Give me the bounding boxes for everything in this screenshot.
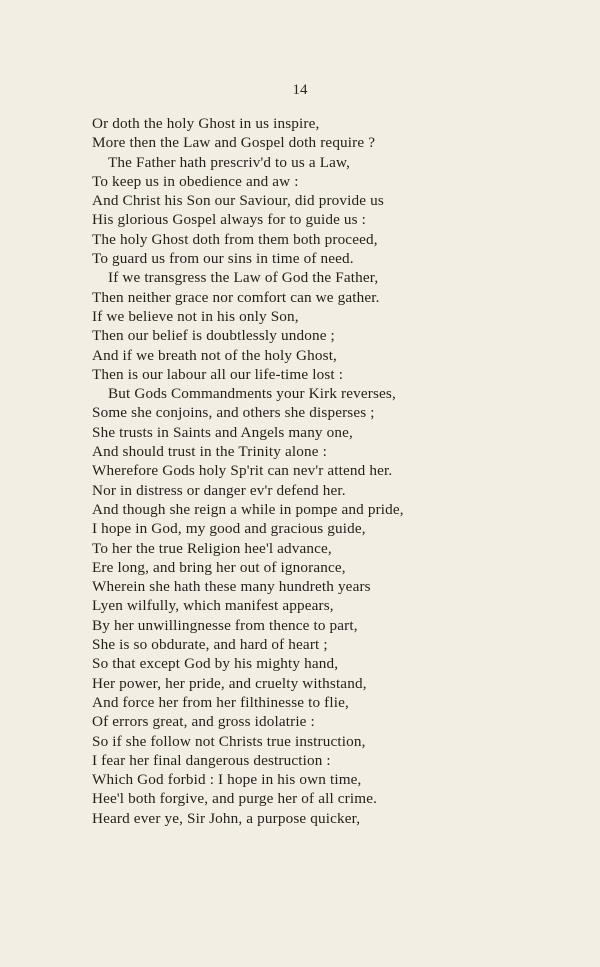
- poem-line: To guard us from our sins in time of need.: [92, 250, 354, 268]
- poem-line: If we transgress the Law of God the Father,: [108, 269, 379, 287]
- poem-line: And though she reign a while in pompe and pride,: [92, 500, 404, 518]
- poem-line: So that except God by his mighty hand,: [92, 655, 339, 673]
- page-number: 14: [292, 82, 308, 98]
- poem-line: And if we breath not of the holy Ghost,: [92, 346, 338, 364]
- poem-line: But Gods Commandments your Kirk reverses,: [108, 385, 396, 403]
- poem-line: And Christ his Son our Saviour, did provide us: [92, 192, 384, 210]
- poem-line: Hee'l both forgive, and purge her of all crime.: [92, 790, 378, 808]
- poem-line: I fear her final dangerous destruction :: [92, 751, 331, 769]
- poem-line: Then neither grace nor comfort can we gather.: [92, 288, 380, 306]
- poem-line: Heard ever ye, Sir John, a purpose quicker,: [92, 809, 361, 827]
- poem-line: I hope in God, my good and gracious guide,: [92, 520, 366, 538]
- poem-line: She is so obdurate, and hard of heart ;: [92, 636, 328, 654]
- poem-line: She trusts in Saints and Angels many one,: [92, 423, 353, 441]
- poem-line: And force her from her filthinesse to flie,: [92, 693, 349, 711]
- poem-line: His glorious Gospel always for to guide us :: [92, 211, 367, 229]
- poem-line: Nor in distress or danger ev'r defend her.: [92, 481, 346, 499]
- poem-line: Her power, her pride, and cruelty withstand,: [92, 674, 367, 692]
- poem-line: More then the Law and Gospel doth require ?: [92, 134, 376, 152]
- poem-line: So if she follow not Christs true instruction,: [92, 732, 366, 750]
- poem-line: Ere long, and bring her out of ignorance,: [92, 558, 346, 576]
- poem-line: Wherefore Gods holy Sp'rit can nev'r attend her.: [92, 462, 393, 480]
- poem-line: Or doth the holy Ghost in us inspire,: [92, 115, 320, 132]
- poem-line: Then is our labour all our life-time lost :: [92, 365, 344, 383]
- poem-line: If we believe not in his only Son,: [92, 307, 299, 325]
- poem-line: The Father hath prescriv'd to us a Law,: [108, 153, 351, 171]
- poem-line: Which God forbid : I hope in his own time,: [92, 771, 362, 789]
- poem-line: By her unwillingnesse from thence to part,: [92, 616, 358, 634]
- poem-line: Then our belief is doubtlessly undone ;: [92, 327, 335, 345]
- poem-line: Of errors great, and gross idolatrie :: [92, 713, 315, 731]
- poem-line: The holy Ghost doth from them both proceed,: [92, 230, 378, 248]
- poem-line: Wherein she hath these many hundreth years: [92, 578, 371, 596]
- poem-line: Lyen wilfully, which manifest appears,: [92, 597, 334, 615]
- poem-line: And should trust in the Trinity alone :: [92, 443, 327, 461]
- poem-line: Some she conjoins, and others she disperses ;: [92, 404, 375, 422]
- poem-line: To keep us in obedience and aw :: [92, 172, 299, 190]
- poem-line: To her the true Religion hee'l advance,: [92, 539, 332, 557]
- poem-text: [92, 114, 562, 828]
